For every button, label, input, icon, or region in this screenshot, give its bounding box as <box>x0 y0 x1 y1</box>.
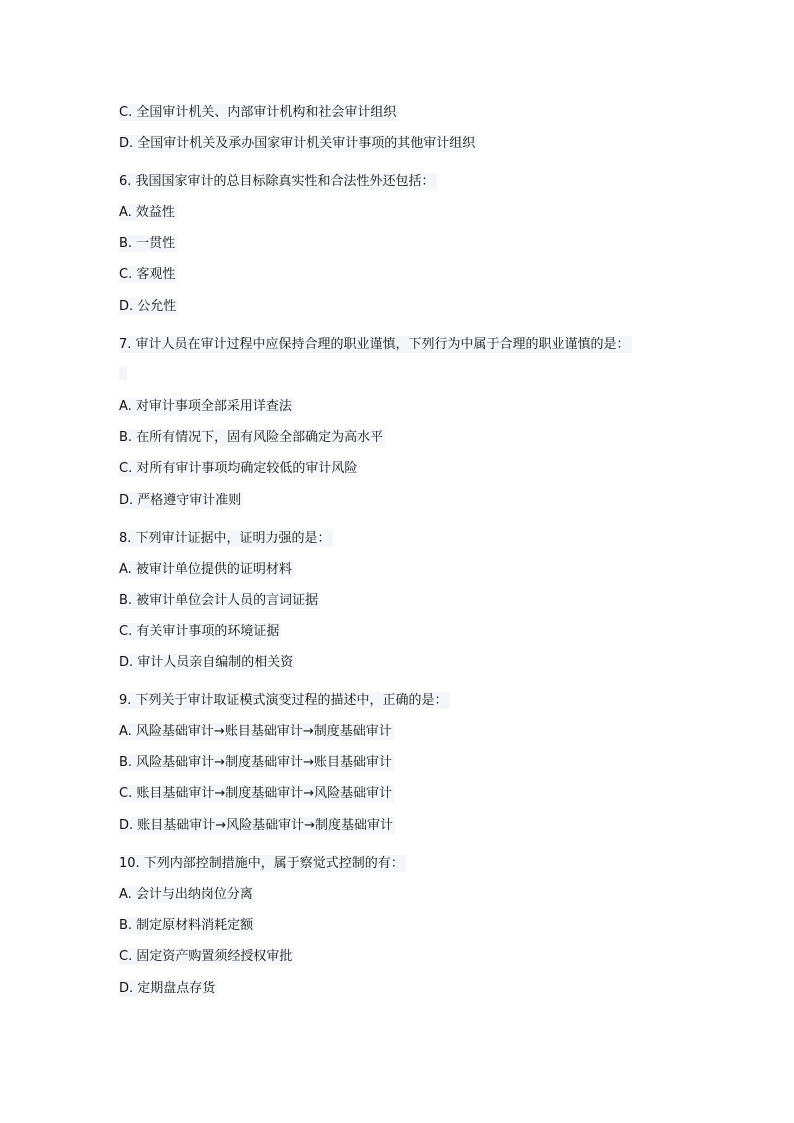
option-7a: A. 对审计事项全部采用详查法 <box>119 399 292 414</box>
option-5d: D. 全国审计机关及承办国家审计机关审计事项的其他审计组织 <box>119 136 476 151</box>
option-10d: D. 定期盘点存货 <box>119 981 216 996</box>
option-8a: A. 被审计单位提供的证明材料 <box>119 562 292 577</box>
option-8d: D. 审计人员亲自编制的相关资 <box>119 655 294 670</box>
question-8: 8. 下列审计证据中，证明力强的是： <box>119 531 331 546</box>
option-9c: C. 账目基础审计→制度基础审计→风险基础审计 <box>119 786 393 801</box>
option-9d: D. 账目基础审计→风险基础审计→制度基础审计 <box>119 818 394 833</box>
option-7b: B. 在所有情况下，固有风险全部确定为高水平 <box>119 430 384 445</box>
blank-line-marker <box>119 366 127 380</box>
question-9: 9. 下列关于审计取证模式演变过程的描述中，正确的是： <box>119 693 448 708</box>
option-6c: C. 客观性 <box>119 267 176 282</box>
question-7: 7. 审计人员在审计过程中应保持合理的职业谨慎，下列行为中属于合理的职业谨慎的是： <box>119 337 630 352</box>
option-8b: B. 被审计单位会计人员的言词证据 <box>119 593 319 608</box>
option-10c: C. 固定资产购置须经授权审批 <box>119 949 293 964</box>
option-7c: C. 对所有审计事项均确定较低的审计风险 <box>119 461 358 476</box>
option-8c: C. 有关审计事项的环境证据 <box>119 624 280 639</box>
option-5c: C. 全国审计机关、内部审计机构和社会审计组织 <box>119 105 397 120</box>
option-6a: A. 效益性 <box>119 205 175 220</box>
option-10b: B. 制定原材料消耗定额 <box>119 918 254 933</box>
option-7d: D. 严格遵守审计准则 <box>119 493 242 508</box>
option-10a: A. 会计与出纳岗位分离 <box>119 887 253 902</box>
option-6d: D. 公允性 <box>119 299 177 314</box>
question-6: 6. 我国国家审计的总目标除真实性和合法性外还包括： <box>119 174 435 189</box>
option-9b: B. 风险基础审计→制度基础审计→账目基础审计 <box>119 755 392 770</box>
option-9a: A. 风险基础审计→账目基础审计→制度基础审计 <box>119 724 392 739</box>
question-10: 10. 下列内部控制措施中，属于察觉式控制的有： <box>119 856 404 871</box>
option-6b: B. 一贯性 <box>119 236 176 251</box>
